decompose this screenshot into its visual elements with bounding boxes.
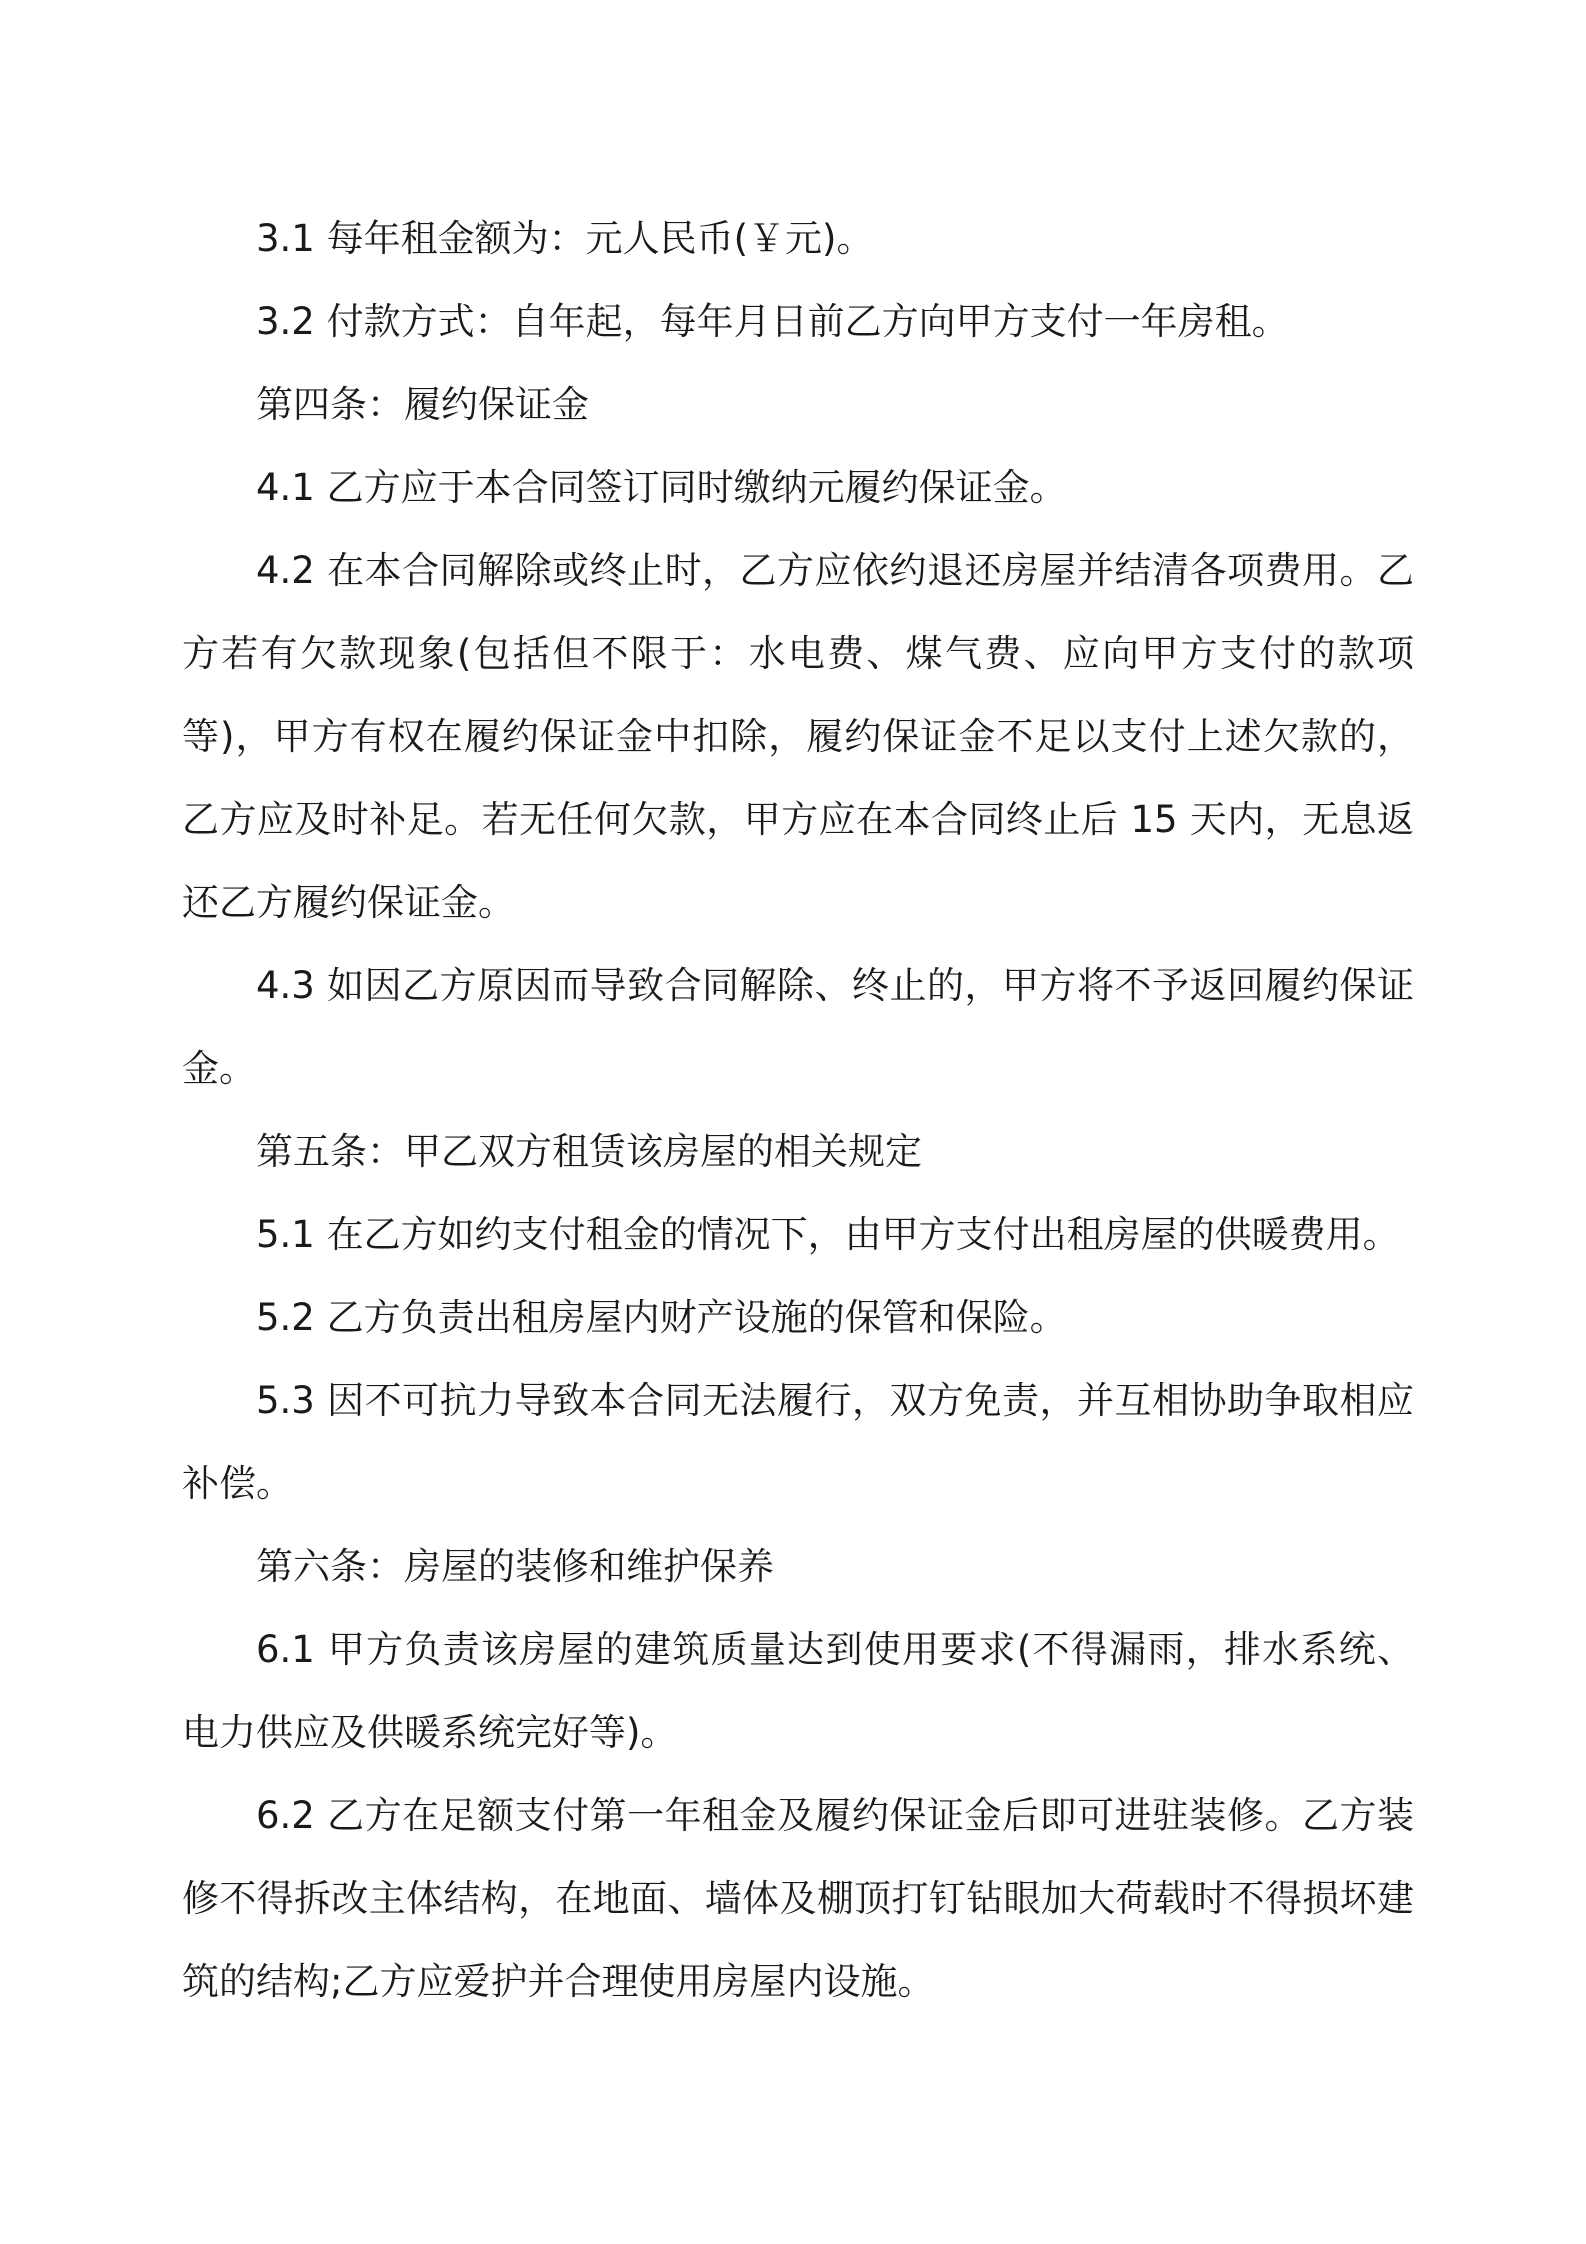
clause-5-2: 5.2 乙方负责出租房屋内财产设施的保管和保险。	[256, 1296, 1067, 1339]
clause-6-1: 6.1 甲方负责该房屋的建筑质量达到使用要求(不得漏雨，排水系统、电力供应及供暖系统完好等)。	[182, 1628, 1414, 1754]
document-body	[182, 197, 1414, 2023]
clause-6-2: 6.2 乙方在足额支付第一年租金及履约保证金后即可进驻装修。乙方装修不得拆改主体结构，在地面、墙体及棚顶打钉钻眼加大荷载时不得损坏建筑的结构;乙方应爱护并合理使用房屋内设施。	[182, 1794, 1414, 2003]
clause-3-2: 3.2 付款方式：自年起，每年月日前乙方向甲方支付一年房租。	[256, 300, 1289, 343]
clause-5-3: 5.3 因不可抗力导致本合同无法履行，双方免责，并互相协助争取相应补偿。	[182, 1379, 1414, 1505]
clause-5-1: 5.1 在乙方如约支付租金的情况下，由甲方支付出租房屋的供暖费用。	[256, 1213, 1400, 1256]
clause-4-3: 4.3 如因乙方原因而导致合同解除、终止的，甲方将不予返回履约保证金。	[182, 964, 1414, 1090]
article-5-heading: 第五条：甲乙双方租赁该房屋的相关规定	[256, 1130, 922, 1173]
clause-4-2: 4.2 在本合同解除或终止时，乙方应依约退还房屋并结清各项费用。乙方若有欠款现象(包括但不限于：水电费、煤气费、应向甲方支付的款项等)，甲方有权在履约保证金中扣除，履约保证金不足以支付上述欠款的，乙方应及时补足。若无任何欠款，甲方应在本合同终止后 15 天内，无息返还乙方履约保证金。	[182, 549, 1414, 924]
clause-3-1: 3.1 每年租金额为：元人民币(￥元)。	[256, 217, 874, 260]
article-6-heading: 第六条：房屋的装修和维护保养	[256, 1545, 774, 1588]
clause-4-1: 4.1 乙方应于本合同签订同时缴纳元履约保证金。	[256, 466, 1067, 509]
article-4-heading: 第四条：履约保证金	[256, 383, 589, 426]
